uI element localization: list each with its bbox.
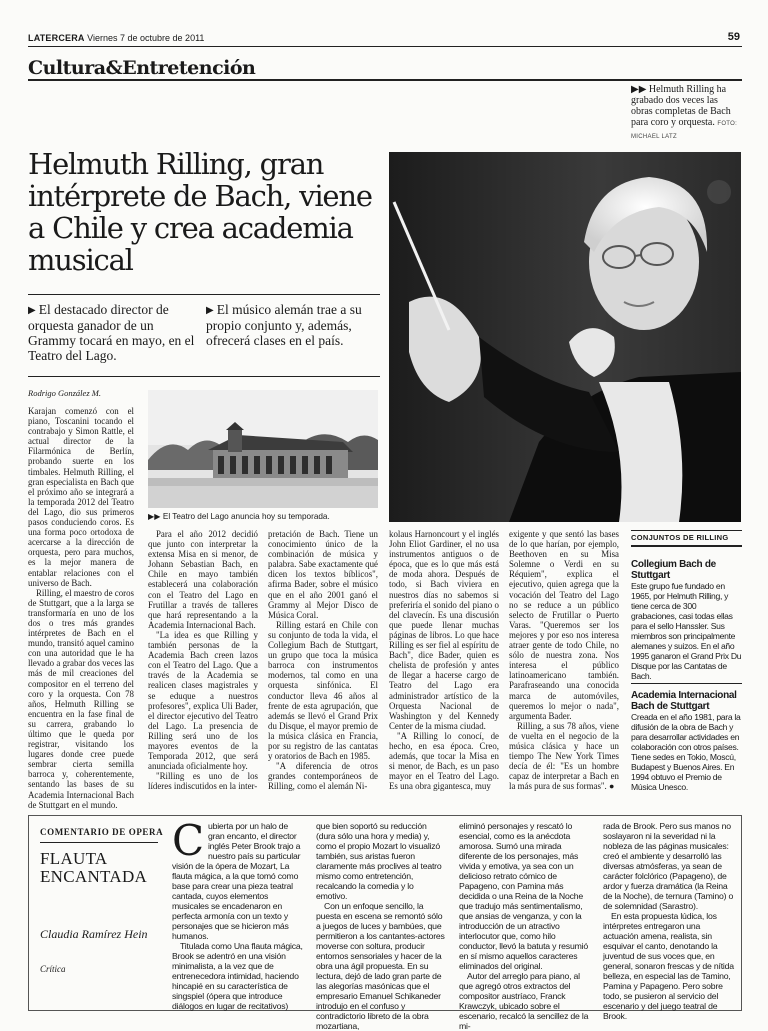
review-paragraph: ubierta por un halo de gran encanto, el director inglés Peter Brook trajo a nuestro país su particular visión de la ópera de Mozart, La flauta mágica, a la que tomó como base para crear una pieza teatral cantada, cuyos elementos musicales se encadenaron en perfecta armonía con un texto y personajes que se hicieron más humanos. xyxy=(172,821,301,941)
photo-credit-name: MICHAEL LATZ xyxy=(631,134,677,140)
article-paragraph: Rilling, a sus 78 años, viene de vuelta en el negocio de la música clásica y hace un tiempo The New York Times decía de él: "Es un hombre capaz de interpretar a Bach en la más pura de sus formas". ● xyxy=(509,720,619,792)
article-paragraph: "A diferencia de otros grandes contemporáneos de Rilling, como el alemán Ni- xyxy=(268,761,378,792)
section-title: Cultura&Entretención xyxy=(28,57,256,79)
deck-1 xyxy=(28,302,204,363)
bullet-triangle-icon: ▶ xyxy=(28,305,36,316)
article-column-4 xyxy=(389,529,499,791)
section-rule xyxy=(28,79,742,81)
article-paragraph: Para el año 2012 decidió que junto con interpretar la extensa Misa en si menor, de Johann Sebastian Bach, en Chile en mayo también establecerá una colaboración con el Teatro del Lago en Frutillar a través de talleres que hará representando a la Academia Internacional Bach. xyxy=(148,529,258,630)
article-column-2 xyxy=(148,529,258,791)
sidebar-header: CONJUNTOS DE RILLING xyxy=(631,533,729,542)
article-column-5 xyxy=(509,529,619,791)
deck-1-text: El destacado director de orquesta ganador de un Grammy tocará en mayo, en el Teatro del Lago. xyxy=(28,302,195,363)
sidebar-entry-text: Este grupo fue fundado en 1965, por Helmuth Rilling, y tiene cerca de 300 grabaciones, casi todas ellas para el sello Hanssler. Sus miembros son principalmente alemanes y suizos. En el año 1995 ganaron el Grand Prix Du Disque por las Cantatas de Bach. xyxy=(631,581,742,681)
article-paragraph: exigente y que sentó las bases de lo que harían, por ejemplo, Beethoven en su Misa Solemne o Verdi en su Réquiem", explica el ejecutivo, quien agrega que la vocación del Teatro del Lago no se reduce a un público selecto de Frutillar o Puerto Varas. "Queremos ser los mejores y por eso nos interesa atraer gente de todo Chile, no sólo de nuestra zona. Nos interesa el público latinoamericano también. Parafraseando una conocida marca de automóviles, queremos lo mejor o nada", argumenta Bader. xyxy=(509,529,619,721)
sidebar-rule xyxy=(631,545,742,547)
page-number: 59 xyxy=(727,31,740,43)
article-paragraph: pretación de Bach. Tiene un conocimiento único de la combinación de música y palabra. Sabe exactamente qué dicen los textos bíblicos", afirma Bader, sobre el músico que en el año 2001 ganó el Grammy al Mejor Disco de Música Coral. xyxy=(268,529,378,620)
brand-name: LATERCERA xyxy=(28,33,85,43)
article-column-1 xyxy=(28,406,134,810)
article-paragraph: Rilling, el maestro de coros de Stuttgart, que a la larga se transformaría en uno de los dos o tres más grandes intérpretes de Bach en el mundo, transitó aquel camino con una autoridad que le ha llevado a grabar dos veces las más de mil creaciones del compositor en el terreno del coro y la orquesta. Con 78 años, Helmuth Rilling se encuentra en la fase final de su carrera, grabando lo último que le queda por registrar, visitando los lugares donde cree puede sembrar cierta semilla barroca y, coherentemente, sentando las bases de su Academia Internacional Bach de Stuttgart en el mundo. xyxy=(28,587,134,810)
article-paragraph: "Rilling es uno de los líderes indiscutidos en la inter- xyxy=(148,771,258,792)
deck-rule xyxy=(28,376,380,377)
sidebar-entry-title: Collegium Bach de Stuttgart xyxy=(631,559,716,581)
article-paragraph: Rilling estará en Chile con su conjunto de toda la vida, el Collegium Bach de Stuttgart, un grupo que toca la música barroca con instrumentos modernos, tal como en una orquesta sinfónica. El conductor lleva 46 años al frente de esta agrupación, que además se llevó el Grand Prix du Disque, el mayor premio de la música clásica en Francia, por su registro de las cantatas y oratorios de Bach en 1985. xyxy=(268,619,378,762)
sidebar-entry-2 xyxy=(631,690,742,792)
theater-photo-caption: ▶▶ El Teatro del Lago anuncia hoy su temporada. xyxy=(148,512,330,521)
review-paragraph: eliminó personajes y rescató lo esencial, como es la anécdota amorosa. Sumó una mirada diferente de los personajes, más vivida y emotiva, ya sea con un delicioso retrato cómico de Papageno, con Pamina más decidida o una Reina de la Noche que tradujo más sentimentalismo, que ansias de venganza, y con la introducción de un atractivo interlocutor que, como hilo conductor, llevó la batuta y resumió en sí mismo aquellos caracteres eliminados del original. xyxy=(459,821,588,971)
review-paragraph: Titulada como Una flauta mágica, Brook se adentró en una visión minimalista, a la vez que de entrenecedora intimidad, haciendo hincapié en su característica de singspiel (ópera que introduce diálogos en lugar de recitativos) xyxy=(172,941,303,1011)
masthead-rule xyxy=(28,46,742,47)
sidebar-rule-top xyxy=(631,530,742,531)
article-paragraph: Karajan comenzó con el piano, Toscanini tocando el contrabajo y Simon Rattle, el actual director de la Filarmónica de Berlín, probando suerte en los timbales. Helmuth Rilling, el gran especialista en Bach que el próximo año se integrará a la temporada 2012 del Teatro del Lago, dio sus primeros pasos conduciendo coros. Es una forma poco ortodoxa de acercarse a la dirección de orquesta, pero para muchos, es la mejor manera de entablar relaciones con el universo de Bach. xyxy=(28,406,134,588)
review-paragraph: rada de Brook. Pero sus manos no soslayaron ni la severidad ni la nobleza de las páginas musicales: creó el ambiente y desarrolló las diversas atmósferas, ya sean de carácter folclórico (Papageno), de ardor y fuerza dramática (la Reina de la Noche), de ternura (Tamino) o de solemnidad (Sarastro). xyxy=(603,821,734,911)
review-label-rule xyxy=(40,842,158,843)
photo-credit-label: FOTO: xyxy=(717,121,738,127)
review-label: COMENTARIO DE OPERA xyxy=(40,827,164,837)
issue-date: Viernes 7 de octubre de 2011 xyxy=(87,33,205,43)
sidebar-entry-text: Creada en el año 1981, para la difusión de la obra de Bach y para desarrollar actividades en colaboración con otros países. Tiene sedes en Tokio, Moscú, Budapest y Buenos Aires. En 1994 obtuvo el Premio de Música Unesco. xyxy=(631,712,741,792)
article-column-3 xyxy=(268,529,378,791)
sidebar-entry-title: Academia Internacional Bach de Stuttgart xyxy=(631,690,737,712)
review-paragraph: Autor del arreglo para piano, al que agregó otros extractos del compositor austríaco, Franck Krawczyk, ubicado sobre el escenario, recalcó la sencillez de la mi- xyxy=(459,971,589,1031)
article-paragraph: "A Rilling lo conocí, de hecho, en esa época. Creo, además, que tocar la Misa en si menor, de Bach, es un paso mayor en el Teatro del Lago. Es una obra gigantesca, muy xyxy=(389,730,499,792)
review-column-4 xyxy=(603,821,735,1021)
theater-photo xyxy=(148,390,378,508)
review-column-1 xyxy=(172,816,304,1011)
review-title: FLAUTA ENCANTADA xyxy=(40,849,148,886)
review-paragraph: En esta propuesta lúdica, los intérpretes entregaron una actuación amena, realista, sin esquivar el canto, denotando la juventud de sus voces que, en general, sonaron frescas y de nítida belleza, en especial las de Tamino, Pamina y Papageno. Pero sobre todo, se pusieron al servicio del escenario y del juego teatral de Brook. xyxy=(603,911,734,1021)
headline: Helmuth Rilling, gran intérprete de Bach, viene a Chile y crea academia musical xyxy=(28,147,372,277)
review-column-3 xyxy=(459,821,589,1031)
deck-2-text: El músico alemán trae a su propio conjunto y, además, ofrecerá clases en el país. xyxy=(206,302,362,348)
photo-caption-main-text: ▶▶ Helmuth Rilling ha grabado dos veces las obras completas de Bach para coro y orquesta. xyxy=(631,84,731,128)
sidebar-divider xyxy=(631,683,742,684)
review-dropcap: C xyxy=(172,816,204,865)
review-paragraph: que bien soportó su reducción (dura sólo una hora y media) y, como el propio Mozart lo visualizó también, sus aristas fueron claramente más proclives al teatro mismo como entretención, recalcando la comedia y lo emotivo. xyxy=(316,821,442,901)
bullet-triangle-icon: ▶ xyxy=(206,305,214,316)
conductor-photo xyxy=(389,152,741,522)
deck-2 xyxy=(206,302,382,348)
review-paragraph: Con un enfoque sencillo, la puesta en escena se remontó sólo a juegos de luces y bambúes, que permitieron a los cantantes-actores moverse con soltura, producir entornos sensoriales y hacer de la obra una ágil propuesta. En su lectura, dejó de lado gran parte de las alegorías masónicas que el empresario Emanuel Schikaneder introdujo en el confuso y contradictorio libreto de la obra mozartiana, xyxy=(316,901,445,1031)
byline: Rodrigo González M. xyxy=(28,388,101,398)
photo-caption-main xyxy=(631,84,741,143)
review-author: Claudia Ramírez Hein xyxy=(40,927,148,941)
review-column-2 xyxy=(316,821,446,1031)
review-author-role: Crítica xyxy=(40,964,66,974)
masthead xyxy=(28,33,204,43)
sidebar-entry-1 xyxy=(631,559,742,681)
article-paragraph: "La idea es que Rilling y también personas de la Academia Bach creen lazos con el Teatro del Lago. Que a través de la Academia se realicen clases magistrales y se eduque a nuestros profesores", explica Uli Bader, el director ejecutivo del Teatro del Lago. La presencia de Rilling será uno de los mayores eventos de la Temporada 2012, que será anunciada oficialmente hoy. xyxy=(148,629,258,772)
headline-rule xyxy=(28,294,380,295)
article-paragraph: kolaus Harnoncourt y el inglés John Eliot Gardiner, el no usa instrumentos antiguos o de época, que es lo que más está de moda ahora. Después de todo, si Bach viviera en nuestros días no sabemos si preferiría el sonido del piano o del clavecín. Es una discusión que puede llenar muchas páginas de libros. Lo que hace Rilling es ser fiel al espíritu de Bach", dice Bader, quien es chelista de profesión y antes de llegar a hacerse cargo de Teatro del Lago era administrador artístico de la Orquesta Nacional de Washington y del Kennedy Center de la misma ciudad. xyxy=(389,529,499,731)
